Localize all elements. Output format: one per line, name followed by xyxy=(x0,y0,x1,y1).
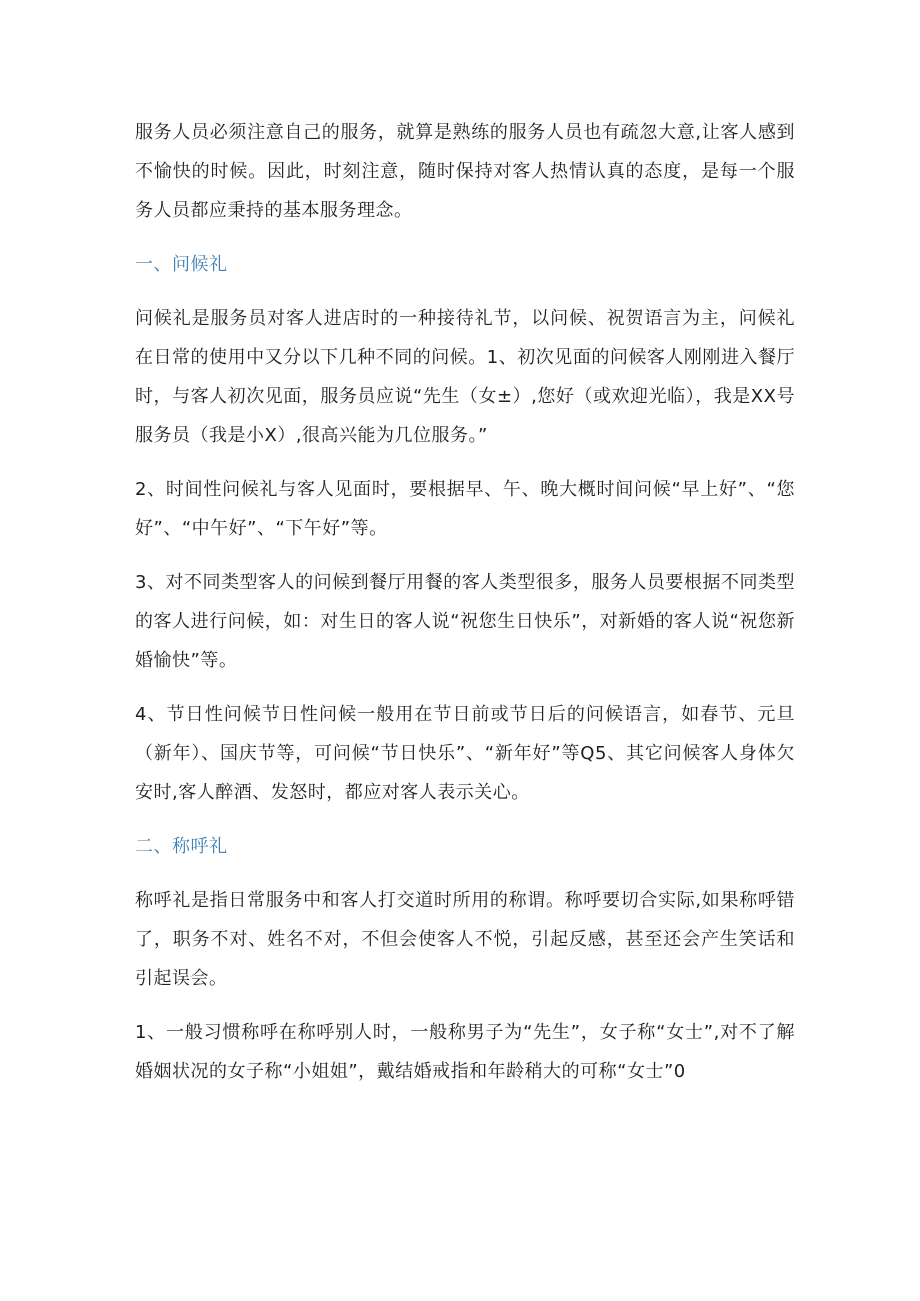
greeting-paragraph-1: 问候礼是服务员对客人进店时的一种接待礼节，以问候、祝贺语言为主，问候礼在日常的使用中又分以下几种不同的问候。1、初次见面的问候客人刚刚进入餐厅时，与客人初次见面，服务员应说“先生（女±）,您好（或欢迎光临），我是XX号服务员（我是小X）,很高兴能为几位服务。” xyxy=(135,308,795,446)
greeting-paragraph-4: 4、节日性问候节日性问候一般用在节日前或节日后的问候语言，如春节、元旦（新年）、国庆节等，可问候“节日快乐”、“新年好”等Q5、其它问候客人身体欠安时,客人醉酒、发怒时，都应对客人表示关心。 xyxy=(135,704,795,803)
greeting-paragraph-3: 3、对不同类型客人的问候到餐厅用餐的客人类型很多，服务人员要根据不同类型的客人进行问候，如：对生日的客人说“祝您生日快乐”，对新婚的客人说“祝您新婚愉快”等。 xyxy=(135,572,795,671)
document-body xyxy=(135,113,795,1091)
section-heading-greeting: 一、问候礼 xyxy=(135,254,228,275)
address-paragraph-2: 1、一般习惯称呼在称呼别人时，一般称男子为“先生”，女子称“女士”,对不了解婚姻状况的女子称“小姐姐”，戴结婚戒指和年龄稍大的可称“女士”0 xyxy=(135,1022,795,1082)
address-paragraph-1: 称呼礼是指日常服务中和客人打交道时所用的称谓。称呼要切合实际,如果称呼错了，职务不对、姓名不对，不但会使客人不悦，引起反感，甚至还会产生笑话和引起误会。 xyxy=(135,890,795,989)
greeting-paragraph-2: 2、时间性问候礼与客人见面时，要根据早、午、晚大概时间问候“早上好”、“您好”、“中午好”、“下午好”等。 xyxy=(135,479,795,539)
intro-paragraph: 服务人员必须注意自己的服务，就算是熟练的服务人员也有疏忽大意,让客人感到不愉快的时候。因此，时刻注意，随时保持对客人热情认真的态度，是每一个服务人员都应秉持的基本服务理念。 xyxy=(135,122,795,221)
section-heading-address: 二、称呼礼 xyxy=(135,836,228,857)
